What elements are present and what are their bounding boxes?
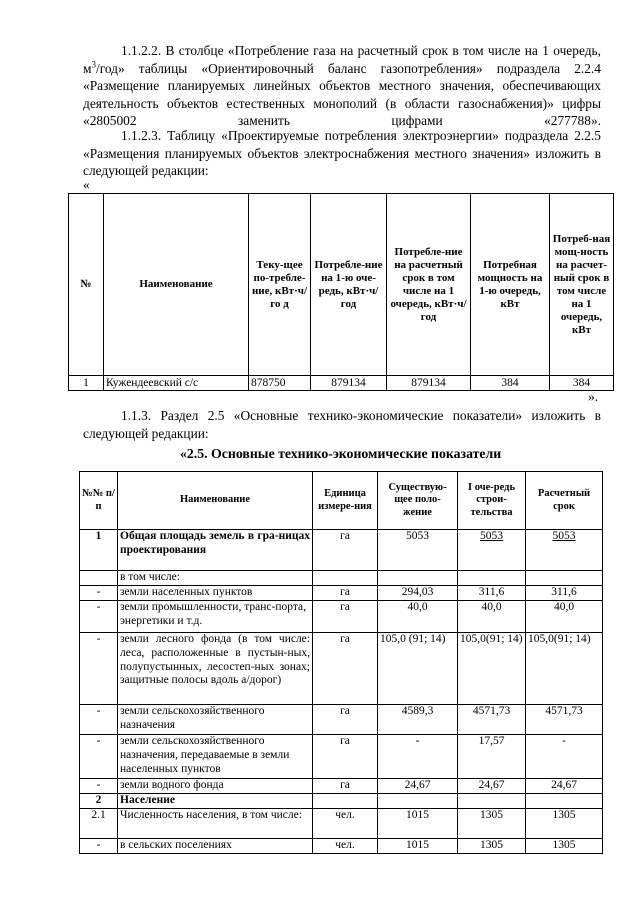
row-number: - [80, 735, 118, 779]
table-row [80, 633, 603, 705]
table-row [69, 376, 614, 391]
row-name: земли лесного фонда (в том числе: леса, расположенные в пустын-ных, полупустынных, лесостеп-ных зонах; защитные полосы вдоль а/дорог) [118, 633, 313, 705]
row-name: земли сельскохозяйственного назначения [118, 705, 313, 735]
row-calc-term: 1305 [526, 839, 603, 854]
row-number: 2 [80, 794, 118, 809]
row-unit: га [313, 586, 378, 601]
row-unit: га [313, 705, 378, 735]
row-existing [378, 571, 458, 586]
row-existing: 24,67 [378, 779, 458, 794]
row-existing: 40,0 [378, 601, 458, 633]
row-unit: га [313, 735, 378, 779]
header-cell: I оче-редь строи-тельства [458, 472, 526, 530]
row-first-stage [458, 530, 526, 571]
electricity-table [68, 193, 614, 391]
row-existing [378, 794, 458, 809]
row-existing: 105,0 (91; 14) [378, 633, 458, 705]
table-row [80, 601, 603, 633]
row-name: земли сельскохозяйственного назначения, передаваемые в земли населенных пунктов [118, 735, 313, 779]
header-cell: Существую-щее поло-жение [378, 472, 458, 530]
row-name: Численность населения, в том числе: [118, 809, 313, 839]
row-name: Общая площадь земель в гра-ницах проектирования [118, 530, 313, 571]
row-first-stage: 1305 [458, 809, 526, 839]
row-number: 1 [80, 530, 118, 571]
row-name: земли водного фонда [118, 779, 313, 794]
table-cell: 879134 [387, 376, 471, 391]
header-cell: Потребле-ние на расчетный срок в том числе на 1 очередь, кВт·ч/год [387, 194, 471, 376]
row-calc-term: 311,6 [526, 586, 603, 601]
header-cell: № [69, 194, 104, 376]
row-name: земли промышленности, транс-порта, энергетики и т.д. [118, 601, 313, 633]
header-cell: Единица измере-ния [313, 472, 378, 530]
table-cell: 878750 [249, 376, 311, 391]
row-first-stage: 105,0(91; 14) [458, 633, 526, 705]
open-quote: « [83, 177, 90, 192]
table-cell: 879134 [311, 376, 387, 391]
paragraph-section-2-5: 1.1.3. Раздел 2.5 «Основные технико-экономические показатели» изложить в следующей редакции: [83, 408, 601, 441]
section-title: «2.5. Основные технико-экономические показатели [180, 446, 502, 461]
table-cell: 1 [69, 376, 104, 391]
row-unit: га [313, 530, 378, 571]
row-number: - [80, 601, 118, 633]
row-calc-term: - [526, 735, 603, 779]
row-calc-term: 4571,73 [526, 705, 603, 735]
table-cell: 384 [550, 376, 614, 391]
table-row [80, 735, 603, 779]
row-name: Население [118, 794, 313, 809]
header-cell: №№ п/п [80, 472, 118, 530]
row-calc-term: 24,67 [526, 779, 603, 794]
header-cell: Расчетный срок [526, 472, 603, 530]
row-first-stage: 1305 [458, 839, 526, 854]
row-unit [313, 794, 378, 809]
row-unit: га [313, 633, 378, 705]
row-number: - [80, 633, 118, 705]
superscript: 3 [91, 59, 96, 70]
indicators-table [79, 471, 603, 854]
row-unit: чел. [313, 809, 378, 839]
paragraph-text: 1.1.2.2. В столбце «Потребление газа на расчетный срок в том числе на 1 очередь, м [83, 43, 601, 76]
row-calc-term: 105,0(91; 14) [526, 633, 603, 705]
row-calc-term [526, 794, 603, 809]
table-row [80, 809, 603, 839]
table-header-row [80, 472, 603, 530]
row-existing: 1015 [378, 839, 458, 854]
row-name: земли населенных пунктов [118, 586, 313, 601]
row-number: 2.1 [80, 809, 118, 839]
row-first-stage: 40,0 [458, 601, 526, 633]
header-cell: Потребле-ние на 1-ю оче-редь, кВт·ч/год [311, 194, 387, 376]
row-calc-term [526, 530, 603, 571]
close-quote: ». [588, 389, 599, 404]
row-existing: - [378, 735, 458, 779]
paragraph-electricity: 1.1.2.3. Таблицу «Проектируемые потребления электроэнергии» подраздела 2.2.5 «Размещения планируемых объектов электроснабжения местного значения» изложить в следующей редакции: [83, 128, 601, 178]
table-row [80, 705, 603, 735]
row-unit: га [313, 779, 378, 794]
table-cell: Кужендеевский с/с [104, 376, 249, 391]
row-calc-term [526, 571, 603, 586]
row-name: в том числе: [118, 571, 313, 586]
paragraph-text: /год» таблицы «Ориентировочный баланс газопотребления» подраздела 2.2.4 «Размещение планируемых линейных объектов местного значения, обеспечивающих деятельность объектов естественных монополий (в области газоснабжения)» цифры «2805002 заменить цифрами «277788». [83, 60, 601, 128]
row-first-stage: 311,6 [458, 586, 526, 601]
row-unit: чел. [313, 839, 378, 854]
row-first-stage: 17,57 [458, 735, 526, 779]
table-row [80, 571, 603, 586]
row-calc-term: 1305 [526, 809, 603, 839]
row-number [80, 571, 118, 586]
table-row [80, 839, 603, 854]
row-unit [313, 571, 378, 586]
row-number: - [80, 705, 118, 735]
paragraph-gas-balance [83, 42, 601, 130]
table-row [80, 779, 603, 794]
header-cell: Потребная мощность на 1-ю очередь, кВт [471, 194, 550, 376]
header-cell: Теку-щее по-требле-ние, кВт·ч/го д [249, 194, 311, 376]
header-cell: Наименование [104, 194, 249, 376]
row-first-stage [458, 571, 526, 586]
row-calc-term: 40,0 [526, 601, 603, 633]
header-cell: Наименование [118, 472, 313, 530]
cell-value: 5053 [552, 530, 576, 542]
row-number: - [80, 839, 118, 854]
row-existing: 4589,3 [378, 705, 458, 735]
table-row [80, 586, 603, 601]
row-existing: 1015 [378, 809, 458, 839]
table-row [80, 530, 603, 571]
row-unit: га [313, 601, 378, 633]
row-number: - [80, 779, 118, 794]
header-cell: Потреб-ная мощ-ность на расчет-ный срок в том числе на 1 очередь, кВт [550, 194, 614, 376]
table-row [80, 794, 603, 809]
row-existing: 294,03 [378, 586, 458, 601]
table-header-row [69, 194, 614, 376]
row-existing: 5053 [378, 530, 458, 571]
row-number: - [80, 586, 118, 601]
cell-value: 5053 [480, 530, 503, 542]
table-cell: 384 [471, 376, 550, 391]
row-first-stage [458, 794, 526, 809]
row-name: в сельских поселениях [118, 839, 313, 854]
row-first-stage: 24,67 [458, 779, 526, 794]
row-first-stage: 4571,73 [458, 705, 526, 735]
